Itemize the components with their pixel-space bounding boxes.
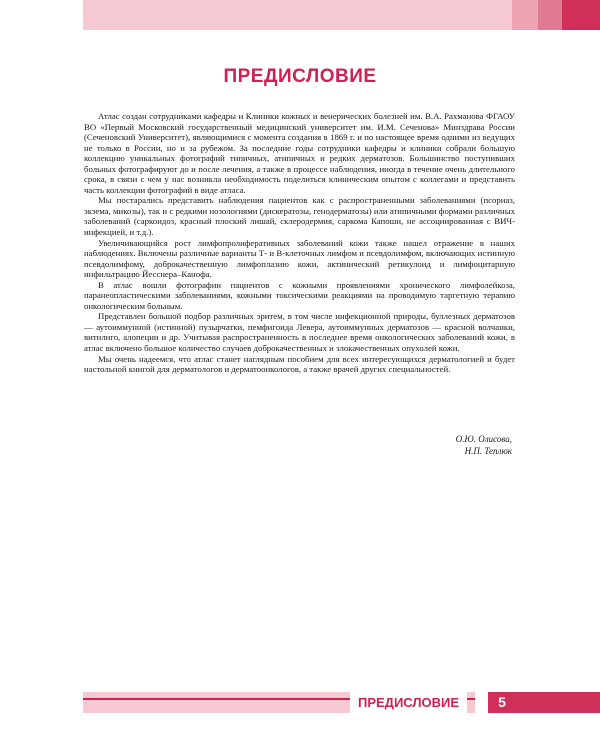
- band-segment-light: [83, 0, 512, 30]
- paragraph: Мы очень надеемся, что атлас станет наглядным пособием для всех интересующихся дерматологией и будет настольной книгой для дерматологов и дерматоонкологов, а также врачей других специальностей.: [84, 353, 515, 375]
- page-footer: [83, 692, 600, 713]
- band-segment-dark: [562, 0, 600, 30]
- top-decorative-band: [83, 0, 600, 30]
- signature-author-2: Н.П. Теплюк: [464, 445, 512, 456]
- footer-page-box: [488, 692, 600, 713]
- band-segment-deep: [538, 0, 562, 30]
- page-number: 5: [498, 694, 506, 710]
- signature-block: [456, 434, 512, 457]
- band-segment-mid: [512, 0, 538, 30]
- footer-section-label: ПРЕДИСЛОВИЕ: [350, 692, 467, 713]
- paragraph: В атлас вошли фотографии пациентов с кожными проявлениями хронического лимфолейкоза, паранеопластическими заболеваниями, кожными токсическими реакциями на проводимую таргетную терапию онкологическим больным.: [84, 279, 515, 311]
- preface-body: [84, 111, 515, 375]
- paragraph: Мы постарались представить наблюдения пациентов как с распространенными заболеваниями (псориаз, экзема, микозы), так и с редкими нозологиями (дискератозы, генодерматозы) или атипичными формами различных заболеваний (саркоидоз, красный плоский лишай, склеродермия, саркома Капоши, не ассоциированная с ВИЧ-инфекцией, и т.д.).: [84, 195, 515, 238]
- paragraph: Атлас создан сотрудниками кафедры и Клиники кожных и венерических болезней им. В.А. Рахманова ФГАОУ ВО «Первый Московский государственный медицинский университет им. И.М. Сеченова» Минздрава России (Сеченовский Университет), являющимися с момента создания в 1869 г. и по настоящее время одними из ведущих не только в России, но и за рубежом. За последние годы сотрудники кафедры и клиники собрали большую коллекцию уникальных фотографий типичных, атипичных и редких дерматозов. Большинство поступивших больных фотографируют до и после лечения, а также в процессе наблюдения, иногда в течение очень длительного срока, в связи с чем у нас возникла необходимость поделиться клиническим опытом с коллегами и представить часть коллекции фотографий в виде атласа.: [84, 111, 515, 195]
- page-title: ПРЕДИСЛОВИЕ: [223, 66, 377, 87]
- paragraph: Представлен большой подбор различных эритем, в том числе инфекционной природы, буллезных дерматозов — аутоиммунной (истинной) пузырчатки, пемфигоида Левера, аутоиммунных дерматозов — красной волчанки, витилиго, алопеции и др. Учитывая распространенность в последнее время онкологических заболеваний кожи, в атлас включено большое количество случаев доброкачественных и злокачественных опухолей кожи.: [84, 311, 515, 354]
- paragraph: Увеличивающийся рост лимфопролиферативных заболеваний кожи также нашел отражение в наших наблюдениях. Включены различные варианты Т- и В-клеточных лимфом и псевдолимфом, включающих истинную псевдолимфому, доброкачественную лимфоплазию кожи, актинический ретикулоид и лимфоцитарную инфильтрацию Йесснера–Канофа.: [84, 237, 515, 280]
- signature-author-1: О.Ю. Олисова,: [455, 434, 512, 444]
